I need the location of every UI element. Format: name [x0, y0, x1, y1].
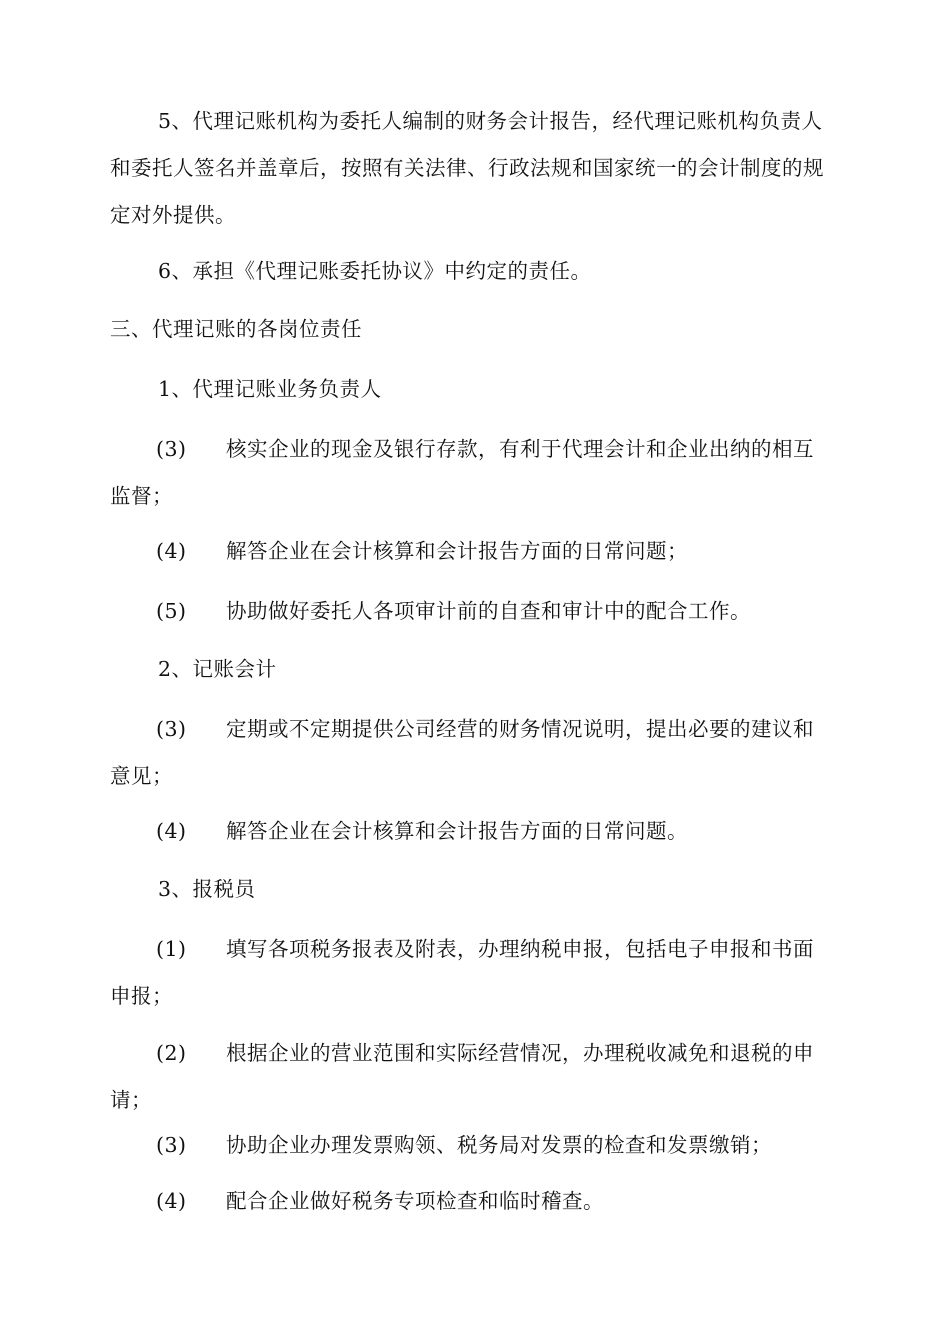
- list-item: [110, 926, 830, 1020]
- list-item: [110, 426, 830, 520]
- list-item-number: (4): [156, 819, 187, 843]
- list-item-text: 核实企业的现金及银行存款，有利于代理会计和企业出纳的相互监督；: [110, 437, 814, 508]
- list-item: [110, 808, 830, 855]
- paragraph-item-6: 6、承担《代理记账委托协议》中约定的责任。: [158, 259, 592, 283]
- list-item: [110, 1178, 830, 1225]
- list-item-number: (4): [156, 539, 187, 563]
- role-heading-3: 3、报税员: [158, 877, 256, 901]
- list-item: [110, 588, 830, 635]
- list-item-number: (1): [156, 937, 187, 961]
- list-item-number: (2): [156, 1041, 187, 1065]
- list-item-text: 协助企业办理发票购领、税务局对发票的检查和发票缴销；: [226, 1133, 772, 1157]
- list-item-number: (4): [156, 1189, 187, 1213]
- list-item-number: (5): [156, 599, 187, 623]
- role-heading-1: 1、代理记账业务负责人: [158, 377, 382, 401]
- paragraph-item-5: 5、代理记账机构为委托人编制的财务会计报告，经代理记账机构负责人和委托人签名并盖章后，按照有关法律、行政法规和国家统一的会计制度的规定对外提供。: [110, 109, 824, 227]
- list-item: [110, 528, 830, 575]
- section-heading-3: 三、代理记账的各岗位责任: [110, 317, 362, 341]
- list-item-text: 解答企业在会计核算和会计报告方面的日常问题。: [226, 819, 688, 843]
- list-item-text: 根据企业的营业范围和实际经营情况，办理税收减免和退税的申请；: [110, 1041, 814, 1112]
- list-item: [110, 1122, 830, 1169]
- list-item: [110, 706, 830, 800]
- list-item-text: 解答企业在会计核算和会计报告方面的日常问题；: [226, 539, 688, 563]
- role-heading-2: 2、记账会计: [158, 657, 277, 681]
- list-item-number: (3): [156, 717, 187, 741]
- list-item: [110, 1030, 830, 1124]
- list-item-text: 定期或不定期提供公司经营的财务情况说明，提出必要的建议和意见；: [110, 717, 814, 788]
- list-item-number: (3): [156, 1133, 187, 1157]
- document-page: [110, 0, 830, 1344]
- list-item-text: 配合企业做好税务专项检查和临时稽查。: [226, 1189, 604, 1213]
- list-item-text: 填写各项税务报表及附表，办理纳税申报，包括电子申报和书面申报；: [110, 937, 814, 1008]
- list-item-text: 协助做好委托人各项审计前的自查和审计中的配合工作。: [226, 599, 751, 623]
- list-item-number: (3): [156, 437, 187, 461]
